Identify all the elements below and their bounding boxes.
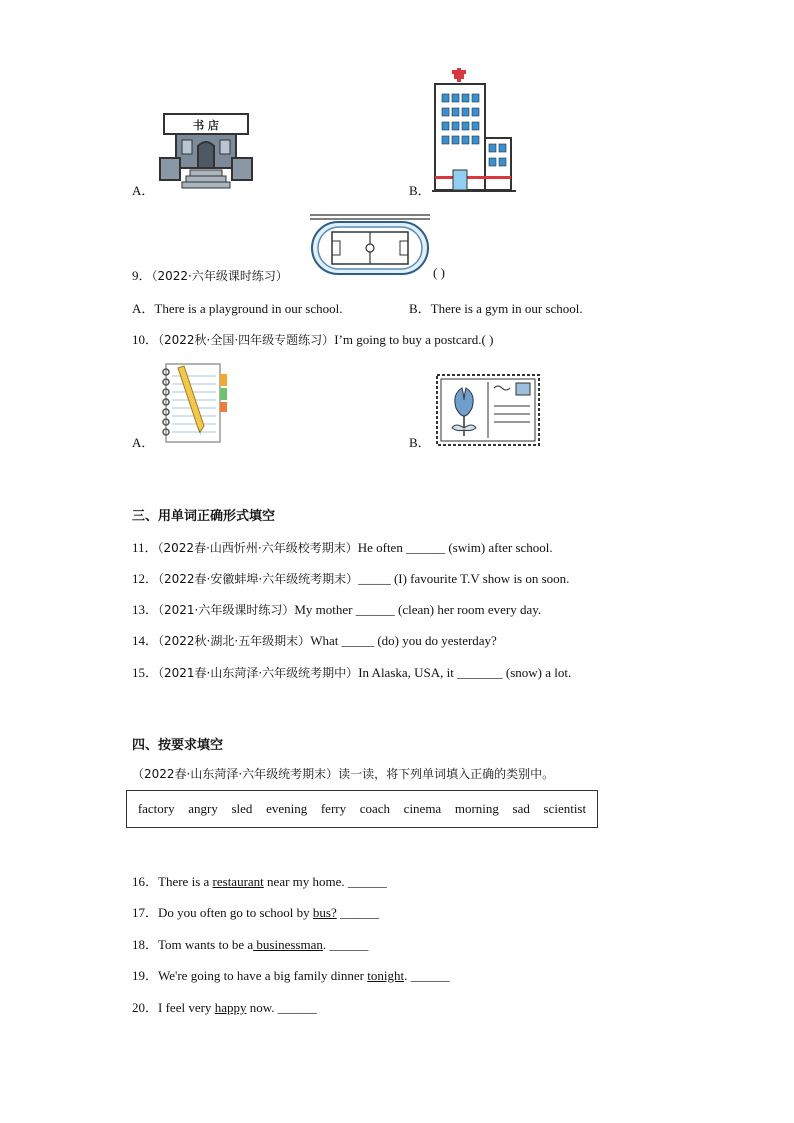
word-bank-box [126, 790, 598, 828]
q14-source: （2022秋·湖北·五年级期末） [158, 634, 311, 648]
q16-text-before: There is a [158, 874, 213, 889]
q17-underlined-word: bus? [312, 905, 337, 920]
q18-text-after: . ______ [322, 937, 369, 952]
hospital-image [432, 68, 516, 192]
q11-number: 11． [132, 540, 158, 555]
q19-number: 19． [132, 968, 159, 983]
section-4-intro-text: （2022春·山东菏泽·六年级统考期末）读一读，将下列单词填入正确的类别中。 [132, 767, 555, 781]
q16-text-after: near my home. ______ [263, 874, 387, 889]
q10-source: （2022秋·全国·四年级专题练习） [158, 333, 335, 347]
q13-text: My mother ______ (clean) her room every day. [294, 602, 542, 617]
q19-text-before: We're going to have a big family dinner [158, 968, 368, 983]
q9-number: 9． [132, 268, 152, 283]
word-bank-item: ferry [320, 801, 347, 816]
question-11 [132, 537, 553, 556]
q13-number: 13． [132, 602, 159, 617]
q15-number: 15． [132, 665, 159, 680]
q18-text-before: Tom wants to be a [158, 937, 254, 952]
q20-number: 20． [132, 1000, 159, 1015]
question-14 [132, 630, 497, 649]
q12-number: 12． [132, 571, 159, 586]
question-10 [132, 329, 493, 348]
q13-source: （2021·六年级课时练习） [158, 603, 295, 617]
q19-text-after: . ______ [404, 968, 450, 983]
q12-text: _____ (I) favourite T.V show is on soon. [358, 571, 570, 586]
q12-source: （2022春·安徽蚌埠·六年级统考期末） [158, 572, 359, 586]
q17-text-after: ______ [336, 905, 380, 920]
q18-underlined-word: businessman [253, 937, 323, 952]
notebook-image [160, 362, 230, 444]
q15-text: In Alaska, USA, it _______ (snow) a lot. [358, 665, 572, 680]
word-bank-item: morning [454, 801, 499, 816]
q10-option-b-label: B． [409, 435, 431, 450]
question-16 [132, 871, 387, 890]
q8-option-b-label: B． [409, 183, 431, 198]
q20-text-before: I feel very [158, 1000, 215, 1015]
q9-option-a: A．There is a playground in our school. [132, 301, 343, 316]
word-bank-item: cinema [403, 801, 442, 816]
word-bank-item: sled [231, 801, 253, 816]
q10-number: 10． [132, 332, 159, 347]
q17-number: 17． [132, 905, 159, 920]
q16-number: 16． [132, 874, 159, 889]
q8-option-a-label: A． [132, 183, 155, 198]
q19-underlined-word: tonight [367, 968, 405, 983]
word-bank-item: factory [137, 801, 175, 816]
q14-number: 14． [132, 633, 159, 648]
word-bank-item: evening [266, 801, 308, 816]
q16-underlined-word: restaurant [212, 874, 264, 889]
playground-image [310, 214, 430, 276]
q17-text-before: Do you often go to school by [158, 905, 313, 920]
question-19 [132, 965, 450, 984]
q15-source: （2021春·山东菏泽·六年级统考期中） [158, 666, 359, 680]
question-9 [132, 265, 288, 284]
question-17 [132, 902, 379, 921]
q11-source: （2022春·山西忻州·六年级校考期末） [157, 541, 358, 555]
q9-answer-paren: ( ) [433, 265, 445, 280]
q14-text: What _____ (do) you do yesterday? [310, 633, 497, 648]
question-18 [132, 934, 368, 953]
bookstore-image [158, 110, 254, 192]
word-bank-item: scientist [543, 801, 587, 816]
q9-option-b: B．There is a gym in our school. [409, 301, 583, 316]
word-bank-item: angry [188, 801, 218, 816]
question-13 [132, 599, 541, 618]
question-20 [132, 997, 317, 1016]
question-12 [132, 568, 569, 587]
postcard-image [436, 374, 540, 446]
bookstore-sign-text: 书 店 [193, 119, 219, 132]
question-15 [132, 662, 571, 681]
section-4-title: 四、按要求填空 [132, 738, 224, 753]
q10-option-a-label: A． [132, 435, 155, 450]
word-bank-item: coach [359, 801, 391, 816]
section-4-intro [132, 765, 554, 782]
q9-source: （2022·六年级课时练习） [151, 269, 288, 283]
q18-number: 18． [132, 937, 159, 952]
q10-text: I’m going to buy a postcard.( ) [334, 332, 494, 347]
section-3-title: 三、用单词正确形式填空 [132, 509, 276, 524]
q20-text-after: now. ______ [246, 1000, 317, 1015]
word-bank-item: sad [512, 801, 530, 816]
q20-underlined-word: happy [214, 1000, 247, 1015]
q11-text: He often ______ (swim) after school. [357, 540, 553, 555]
